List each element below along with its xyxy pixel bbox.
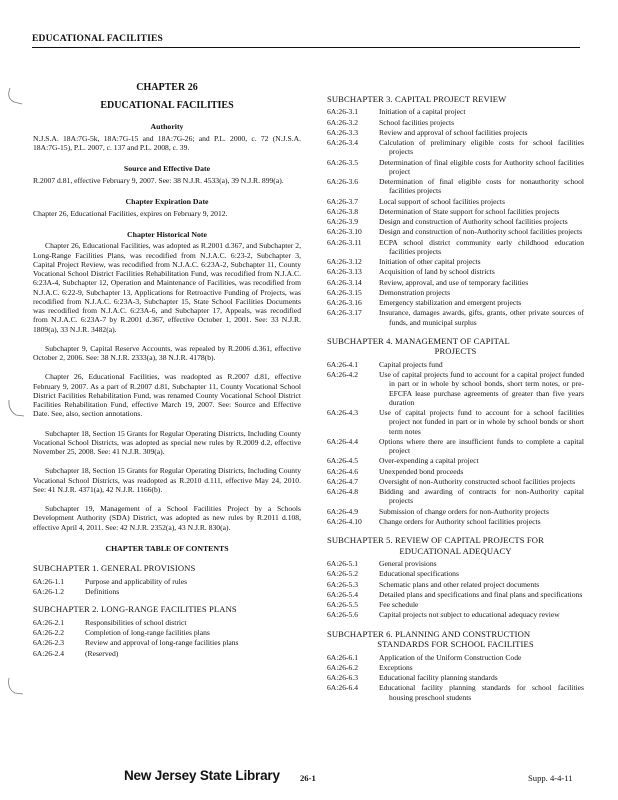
section-number: 6A:26-4.10 [327,516,362,526]
section-title: Emergency stabilization and emergent projects [379,298,522,308]
page-number: 26-1 [300,773,316,783]
section-number: 6A:26-6.3 [327,673,359,683]
library-stamp: New Jersey State Library [124,768,280,783]
toc-entry [33,628,301,637]
section-title: Over-expending a capital project [379,456,479,466]
toc-entry [33,587,301,596]
section-title: Submission of change orders for non-Authority projects [379,506,549,516]
history-paragraph: Subchapter 9, Capital Reserve Accounts, was repealed by R.2006 d.361, effective October 2, 2006. See: 38 N.J.R. 2333(a), 38 N.J.R. 4178(b). [33,343,301,363]
toc-entry [327,673,584,682]
section-title: Review and approval of school facilities projects [379,127,528,137]
toc-entry [327,653,584,662]
history-heading: Chapter Historical Note [127,229,207,239]
authority-text: N.J.S.A. 18A:7G-5k, 18A:7G-15 and 18A:7G-26; and P.L. 2000, c. 72 (N.J.S.A. 18A:7G-15), P.L. 2007, c. 137 and P.L. 2008, c. 39. [33,133,301,153]
section-number: 6A:26-5.2 [327,569,359,579]
section-title: Bidding and awarding of contracts for non-Authority capital projects [379,487,584,506]
section-title: Schematic plans and other related project documents [379,579,540,589]
section-title: Insurance, damages awards, gifts, grants, other private sources of funds, and municipal surplus [379,308,584,327]
section-number: 6A:26-2.2 [33,628,65,638]
section-number: 6A:26-4.8 [327,487,359,497]
section-title: Review, approval, and use of temporary facilities [379,277,529,287]
section-number: 6A:26-5.6 [327,610,359,620]
section-number: 6A:26-4.2 [327,370,359,380]
section-title: Determination of final eligible costs for nonauthority school facilities projects [379,177,584,196]
subchapter-title-line: SUBCHAPTER 3. CAPITAL PROJECT REVIEW [327,94,507,104]
section-title: ECPA school district community early childhood education facilities projects [379,237,584,256]
subchapter-title-line: SUBCHAPTER 5. REVIEW OF CAPITAL PROJECTS FOR [327,535,544,546]
toc-entry [327,278,584,287]
toc-entry [327,456,584,465]
toc-entry [33,649,301,658]
section-number: 6A:26-4.9 [327,506,359,516]
section-number: 6A:26-2.4 [33,648,65,658]
section-number: 6A:26-3.3 [327,127,359,137]
expiration-heading: Chapter Expiration Date [125,197,209,207]
history-paragraph: Subchapter 18, Section 15 Grants for Regular Operating Districts, Including County Vocational School Districts, was readopted as R.2010 d.111, effective May 24, 2010. See: 41 N.J.R. 4371(a), 42 N.J.R. 1166(b). [33,466,301,494]
toc-entry [327,590,584,599]
toc-entry [327,370,584,407]
toc-entry [33,638,301,647]
section-number: 6A:26-3.17 [327,308,362,318]
section-number: 6A:26-1.2 [33,587,65,597]
binder-mark [6,398,28,418]
left-column [33,82,301,659]
expiration-text: Chapter 26, Educational Facilities, expires on February 9, 2012. [33,208,228,218]
toc-entry [327,308,584,327]
section-title: Design and construction of Authority school facilities projects [379,217,568,227]
section-title: Exceptions [379,662,413,672]
section-number: 6A:26-1.1 [33,576,65,586]
subchapter-title-line: PROJECTS [434,346,477,357]
section-number: 6A:26-3.6 [327,177,359,187]
section-title: Calculation of preliminary eligible costs for school facilities projects [379,138,584,157]
section-number: 6A:26-4.5 [327,456,359,466]
history-paragraph: Chapter 26, Educational Facilities, was readopted as R.2007 d.81, effective February 9, 2007. As a part of R.2007 d.81, Subchapter 11, County Vocational School District Facilities Rehabilitation Fund, was renamed County Vocational School District Facilities Rehabilitation Fund, effective March 19, 2007. See: Source and Effective Date. See, also, section annotations. [33,372,301,419]
section-number: 6A:26-3.13 [327,267,362,277]
source-heading: Source and Effective Date [123,164,211,174]
history-paragraph: Subchapter 18, Section 15 Grants for Regular Operating Districts, Including County Vocational School Districts, was adopted as special new rules by R.2009 d.2, effective November 25, 2008. See: 41 N.J.R. 309(a). [33,428,301,457]
history-paragraph: Subchapter 19, Management of a School Facilities Project by a Schools Development Authority (SDA) District, was adopted as new rules by R.2011 d.108, effective April 4, 2011. See: 42 N.J.R. 2352(a), 43 N.J.R. 830(a). [33,504,301,532]
section-number: 6A:26-6.2 [327,662,359,672]
subchapter-title [327,336,584,357]
toc-entry [327,298,584,307]
section-title: General provisions [379,559,437,569]
section-number: 6A:26-5.4 [327,589,359,599]
section-title: Unexpended bond proceeds [379,466,464,476]
section-title: Fee schedule [379,600,419,610]
section-title: Acquisition of land by school districts [379,267,495,277]
section-number: 6A:26-2.3 [33,638,65,648]
toc-entry [327,507,584,516]
section-title: Local support of school facilities projects [379,196,505,206]
section-number: 6A:26-3.12 [327,257,362,267]
toc-entry [327,360,584,369]
supplement-date: Supp. 4-4-11 [528,773,573,783]
toc-entry [327,217,584,226]
section-number: 6A:26-5.1 [327,559,359,569]
section-number: 6A:26-3.14 [327,277,362,287]
section-title: Oversight of non-Authority constructed school facilities projects [379,476,576,486]
subchapter-title-line: STANDARDS FOR SCHOOL FACILITIES [377,639,534,650]
section-number: 6A:26-4.1 [327,359,359,369]
section-title: Initiation of other capital projects [379,257,481,267]
right-column [327,89,584,703]
section-title: Capital projects not subject to educational adequacy review [379,610,560,620]
section-title: Educational facility planning standards for school facilities housing preschool students [379,683,584,702]
subchapter-title [327,629,584,650]
binder-mark [6,676,28,696]
section-title: Demonstration projects [379,287,451,297]
toc-entry [327,600,584,609]
section-number: 6A:26-3.7 [327,196,359,206]
section-title: Initiation of a capital project [379,107,466,117]
toc-entry [327,288,584,297]
section-number: 6A:26-3.2 [327,117,359,127]
section-number: 6A:26-4.6 [327,466,359,476]
subchapter-title [327,535,584,556]
toc-entry [327,517,584,526]
toc-entry [33,577,301,586]
section-number: 6A:26-5.5 [327,600,359,610]
section-title: Purpose and applicability of rules [85,576,188,586]
toc-entry [327,580,584,589]
toc-entry [33,618,301,627]
section-title: Definitions [85,587,120,597]
toc-entry [327,663,584,672]
section-number: 6A:26-3.10 [327,227,362,237]
toc-entry [327,569,584,578]
section-title: School facilities projects [379,117,455,127]
section-number: 6A:26-3.9 [327,217,359,227]
source-text: R.2007 d.81, effective February 9, 2007. See: 38 N.J.R. 4533(a), 39 N.J.R. 899(a). [33,175,284,185]
section-number: 6A:26-4.7 [327,476,359,486]
section-title: Application of the Uniform Construction Code [379,652,522,662]
section-title: Change orders for Authority school facilities projects [379,516,541,526]
section-title: Determination of State support for school facilities projects [379,206,560,216]
section-number: 6A:26-4.4 [327,436,359,446]
section-number: 6A:26-3.16 [327,298,362,308]
section-number: 6A:26-6.4 [327,683,359,693]
section-number: 6A:26-3.5 [327,157,359,167]
section-number: 6A:26-3.11 [327,237,362,247]
header-rule [32,47,580,48]
toc-entry [327,467,584,476]
toc-entry [327,610,584,619]
chapter-number: CHAPTER 26 [136,82,198,93]
toc-entry [327,257,584,266]
toc-entry [327,107,584,116]
section-number: 6A:26-3.1 [327,107,359,117]
toc-entry [327,227,584,236]
section-number: 6A:26-3.8 [327,206,359,216]
section-title: Determination of final eligible costs for Authority school facilities project [379,157,584,176]
section-title: Completion of long-range facilities plans [85,628,210,638]
section-title: Capital projects fund [379,359,443,369]
section-title: Use of capital projects fund to account for a school facilities project not funded in part or in whole by school bonds or short term notes [379,408,584,436]
section-title: Options where there are insufficient funds to complete a capital project [379,436,584,456]
toc-entry [327,267,584,276]
chapter-title: EDUCATIONAL FACILITIES [100,100,234,112]
toc-entry [327,207,584,216]
section-title: Design and construction of non-Authority school facilities projects [379,227,583,237]
toc-entry [327,408,584,436]
toc-entry [327,437,584,456]
binder-mark [6,86,28,106]
section-number: 6A:26-5.3 [327,579,359,589]
toc-entry [327,477,584,486]
subchapter-title [327,94,584,104]
toc-entry [327,559,584,568]
section-number: 6A:26-2.1 [33,617,65,627]
toc-entry [327,158,584,177]
section-title: Educational specifications [379,569,459,579]
section-number: 6A:26-6.1 [327,652,359,662]
history-paragraph: Chapter 26, Educational Facilities, was adopted as R.2001 d.367, and Subchapter 2, Long-Range Facilities Plans, was recodified from N.J.A.C. 6:23-2, Subchapter 3, Capital Project Review, was recodified from N.J.A.C. 6:23A-2, Subchapter 11, County Vocational School District Facilities Rehabilitation Fund, was recodified from N.J.A.C. 6:23A-4, Subchapter 12, Operation and Maintenance of Facilities, was recodified from N.J.A.C. 6:22-9, Subchapter 13, Applications for Retroactive Funding of Projects, was recodified from N.J.A.C. 6:23A-3, Subchapter 15, State School Facilities Documents was recodified from N.J.A.C. 6:23A-6, and Subchapter 17, Appeals, was recodified from N.J.A.C. 6:23A-7 by R.2001 d.367, effective October 1, 2001. See: 33 N.J.R. 1809(a), 33 N.J.R. 3482(a). [33,241,301,334]
subchapter-title-line: SUBCHAPTER 4. MANAGEMENT OF CAPITAL [327,335,510,346]
toc-entry [327,197,584,206]
toc-entry [327,683,584,702]
section-number: 6A:26-4.3 [327,408,359,418]
section-number: 6A:26-3.15 [327,287,362,297]
toc-entry [327,128,584,137]
section-title: Use of capital projects fund to account for a capital project funded in part or in whole by school bonds, short term notes, or pre-EFCFA lease purchase agreements of greater than five years duration [379,370,584,407]
subchapter-title-line: SUBCHAPTER 6. PLANNING AND CONSTRUCTION [327,628,531,639]
toc-entry [327,177,584,196]
section-title: Detailed plans and specifications and final plans and specifications [379,589,583,599]
toc-entry [327,118,584,127]
subchapter-title: SUBCHAPTER 2. LONG-RANGE FACILITIES PLANS [33,604,237,615]
subchapter-title: SUBCHAPTER 1. GENERAL PROVISIONS [33,563,196,574]
section-number: 6A:26-3.4 [327,138,359,148]
toc-entry [327,138,584,157]
toc-heading: CHAPTER TABLE OF CONTENTS [105,543,229,553]
authority-heading: Authority [150,122,184,132]
section-title: Educational facility planning standards [379,673,498,683]
section-title: Review and approval of long-range facilities plans [85,638,239,648]
subchapter-title-line: EDUCATIONAL ADEQUACY [399,545,512,556]
section-title: (Reserved) [85,648,119,658]
toc-entry [327,487,584,506]
toc-entry [327,238,584,257]
running-head: EDUCATIONAL FACILITIES [32,34,164,44]
section-title: Responsibilities of school district [85,617,187,627]
